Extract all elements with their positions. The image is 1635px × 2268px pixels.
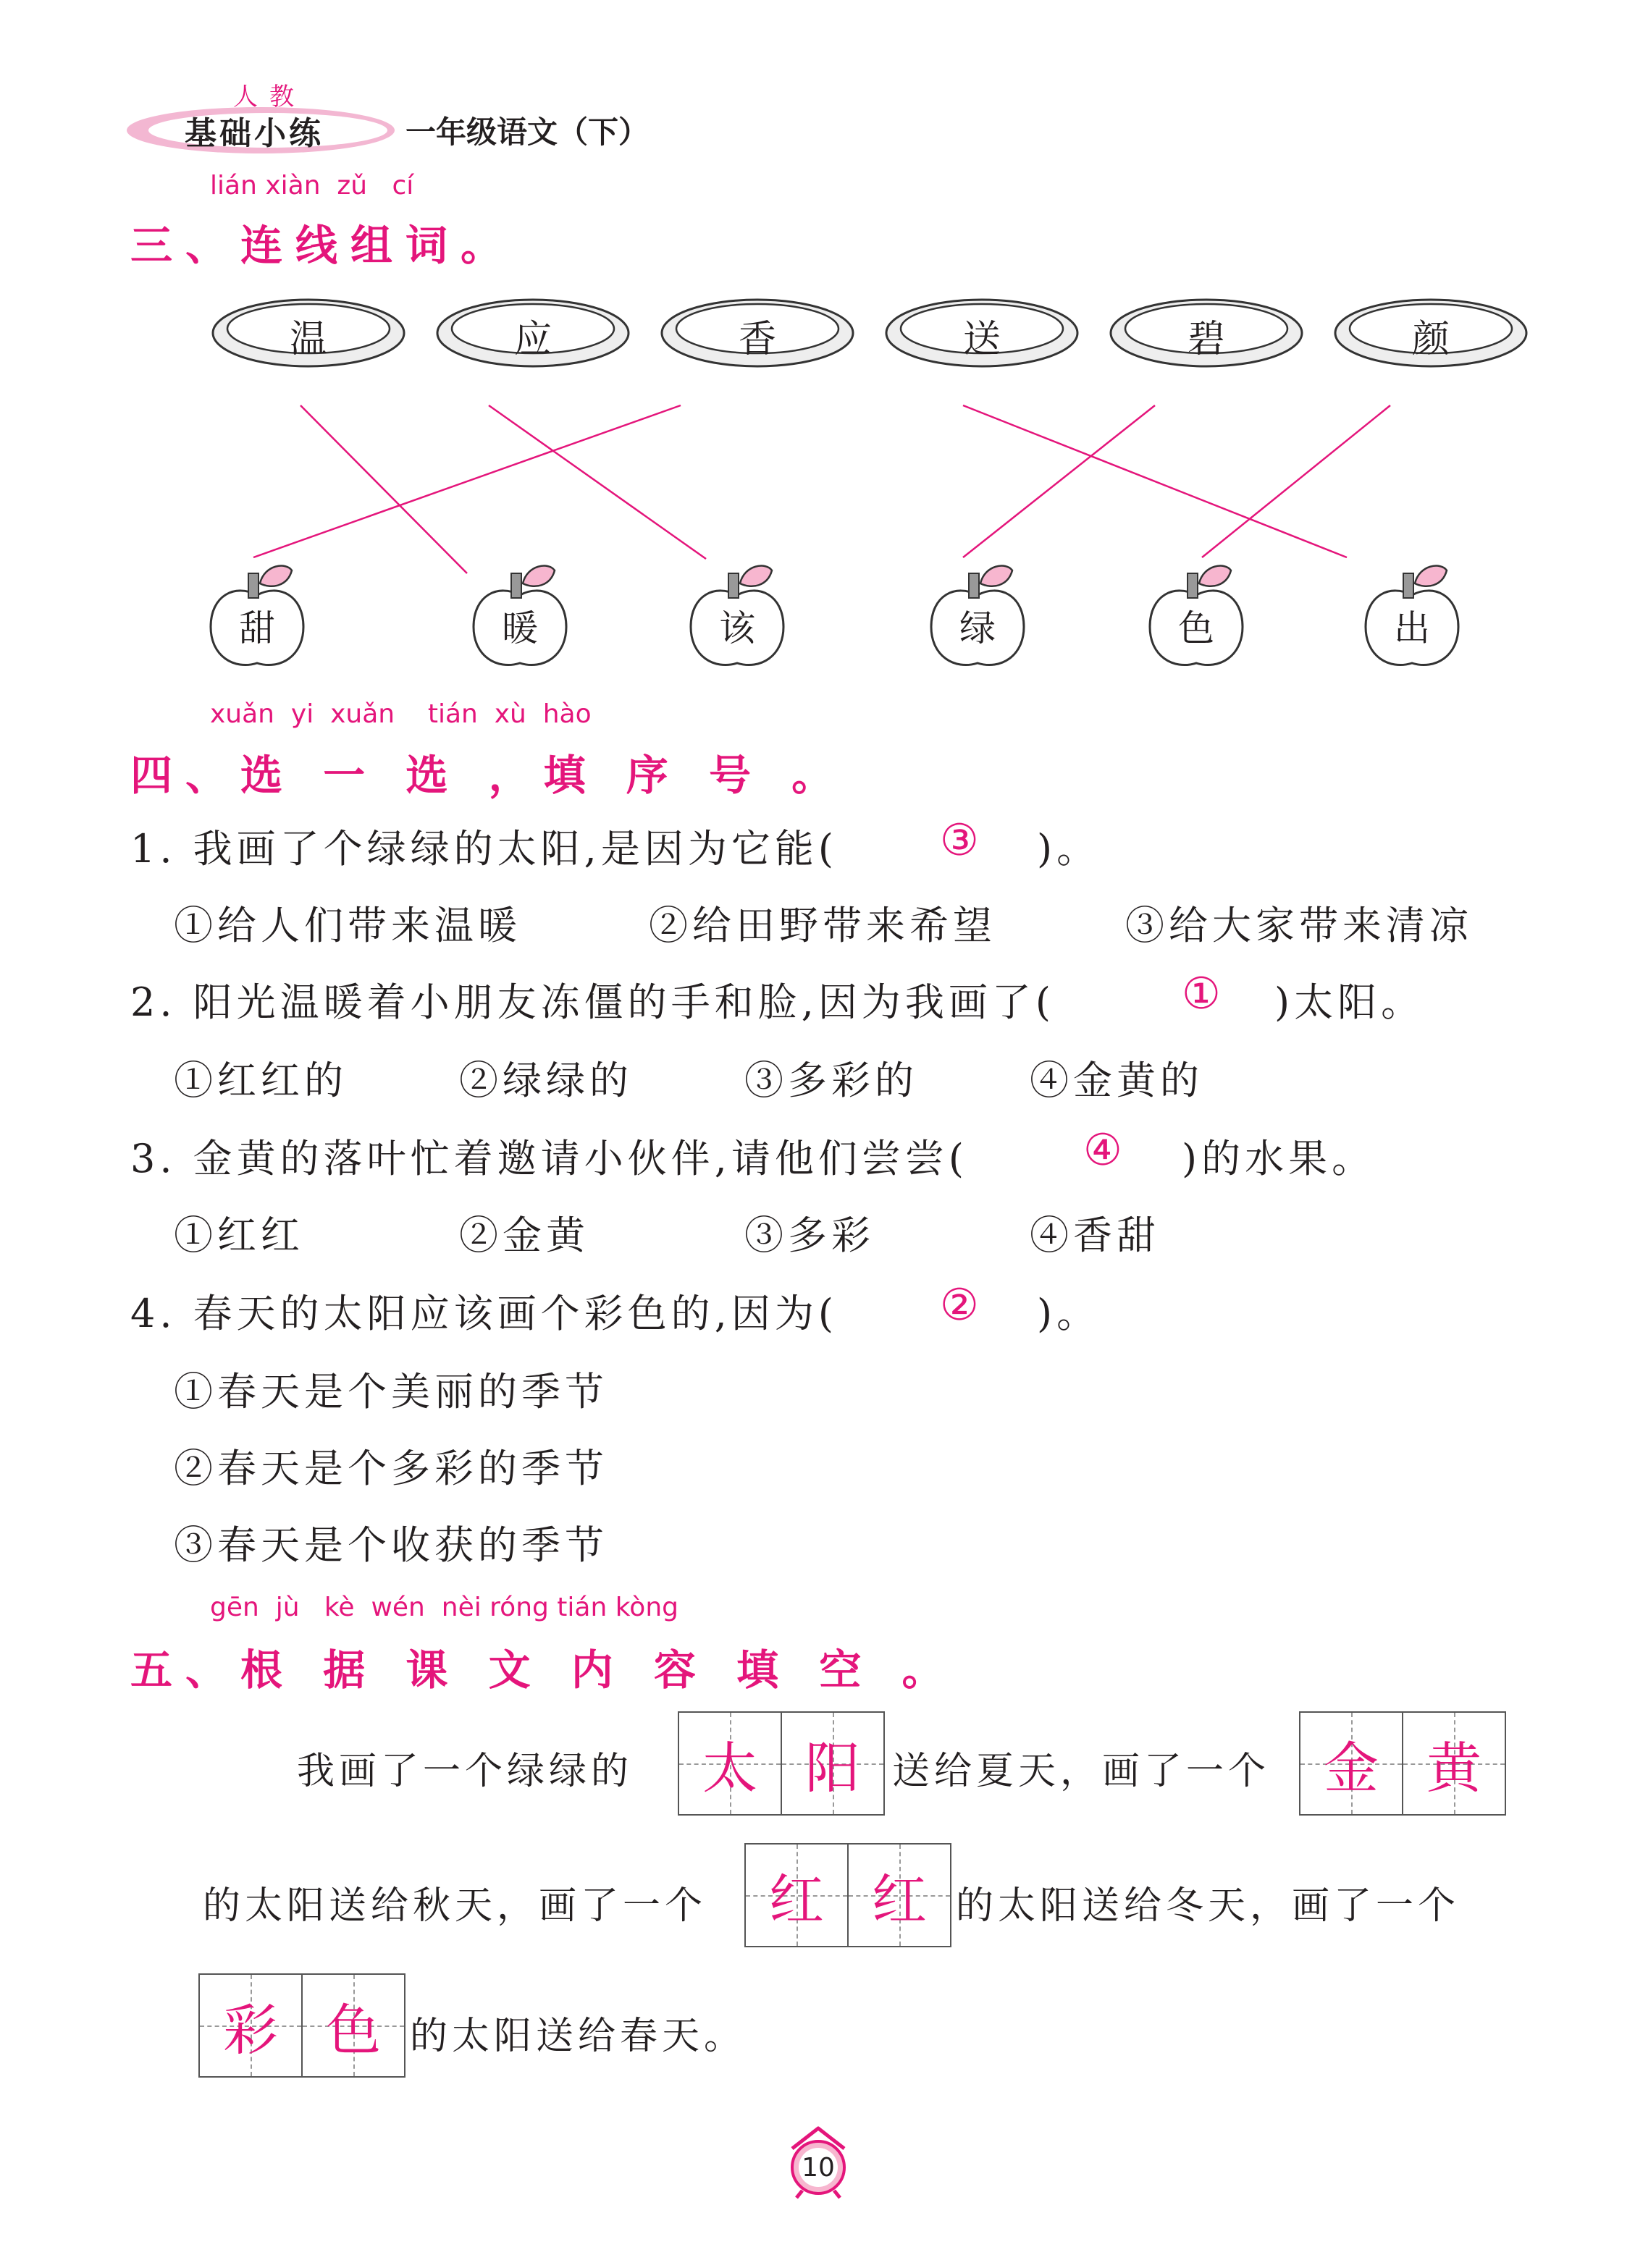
grid-cell bbox=[1403, 1713, 1505, 1814]
plate-label: 送 bbox=[962, 318, 1001, 361]
blank-1-grid[interactable] bbox=[678, 1711, 885, 1816]
fill-text: 送给夏天，画了一个 bbox=[892, 1750, 1271, 1793]
header-edition: 人教 bbox=[233, 83, 306, 111]
question-1-answer[interactable]: ③ bbox=[940, 815, 979, 866]
plate-label: 颜 bbox=[1411, 318, 1450, 361]
line-送-出 bbox=[963, 405, 1347, 557]
question-3-option: ②金黄 bbox=[459, 1213, 589, 1258]
grid-cell bbox=[200, 1975, 303, 2076]
question-1-text: 1. 我画了个绿绿的太阳,是因为它能( bbox=[130, 826, 838, 872]
question-2-text-end: )太阳。 bbox=[1274, 979, 1425, 1025]
question-3-option: ③多彩 bbox=[744, 1213, 875, 1258]
section4-pinyin: xuǎn yi xuǎn tián xù hào bbox=[210, 699, 592, 729]
blank-3-grid[interactable] bbox=[744, 1843, 951, 1947]
apple-label: 色 bbox=[1178, 607, 1214, 649]
plate-label: 温 bbox=[289, 318, 327, 361]
grid-cell bbox=[1300, 1713, 1403, 1814]
blank-4-grid[interactable] bbox=[198, 1973, 405, 2078]
question-4-option: ③春天是个收获的季节 bbox=[174, 1522, 608, 1568]
question-2-answer[interactable]: ① bbox=[1182, 969, 1221, 1019]
fill-text: 的太阳送给春天。 bbox=[410, 2015, 747, 2058]
grid-cell bbox=[782, 1713, 883, 1814]
grid-cell bbox=[849, 1845, 950, 1946]
question-2-option: ④金黄的 bbox=[1030, 1058, 1203, 1103]
grid-char: 金 bbox=[1324, 1735, 1379, 1800]
section5-pinyin: gēn jù kè wén nèi róng tián kòng bbox=[210, 1593, 678, 1622]
grid-char: 彩 bbox=[223, 1997, 278, 2062]
apple-甜[interactable] bbox=[206, 557, 308, 673]
fill-text: 的太阳送给冬天，画了一个 bbox=[956, 1884, 1460, 1928]
section3-pinyin: lián xiàn zǔ cí bbox=[210, 171, 414, 201]
section4-title: 四、选 一 选 ，填 序 号 。 bbox=[130, 751, 847, 800]
question-1-option: ①给人们带来温暖 bbox=[174, 903, 521, 948]
question-2-option: ③多彩的 bbox=[744, 1058, 918, 1103]
apple-label: 出 bbox=[1394, 607, 1430, 649]
apple-出[interactable] bbox=[1361, 557, 1463, 673]
grid-char: 阳 bbox=[805, 1735, 860, 1800]
page-number: 10 bbox=[802, 2153, 835, 2183]
plate-label: 应 bbox=[513, 318, 552, 361]
apple-色[interactable] bbox=[1146, 557, 1247, 673]
apple-暖[interactable] bbox=[469, 557, 571, 673]
question-1-option: ③给大家带来清凉 bbox=[1125, 903, 1473, 948]
question-4-option: ②春天是个多彩的季节 bbox=[174, 1446, 608, 1491]
section5-title: 五、根 据 课 文 内 容 填 空 。 bbox=[130, 1645, 957, 1695]
question-3-text: 3. 金黄的落叶忙着邀请小伙伴,请他们尝尝( bbox=[130, 1136, 968, 1181]
question-4-text-end: )。 bbox=[1037, 1291, 1101, 1336]
line-香-甜 bbox=[253, 405, 681, 557]
question-3-answer[interactable]: ④ bbox=[1083, 1125, 1122, 1176]
section3-title: 三、连线组词。 bbox=[130, 221, 516, 270]
fill-text: 的太阳送给秋天，画了一个 bbox=[203, 1884, 707, 1928]
question-4-text: 4. 春天的太阳应该画个彩色的,因为( bbox=[130, 1291, 838, 1336]
question-2-option: ②绿绿的 bbox=[459, 1058, 633, 1103]
grid-cell bbox=[679, 1713, 782, 1814]
line-颜-色 bbox=[1202, 405, 1390, 557]
grid-char: 色 bbox=[326, 1997, 381, 2062]
question-4-option: ①春天是个美丽的季节 bbox=[174, 1369, 608, 1415]
plate-label: 香 bbox=[738, 318, 776, 361]
question-3-option: ①红红 bbox=[174, 1213, 304, 1258]
grid-char: 太 bbox=[702, 1735, 757, 1800]
apple-label: 该 bbox=[719, 607, 755, 649]
question-4-answer[interactable]: ② bbox=[940, 1280, 979, 1331]
question-2-text: 2. 阳光温暖着小朋友冻僵的手和脸,因为我画了( bbox=[130, 979, 1055, 1025]
question-3-option: ④香甜 bbox=[1030, 1213, 1160, 1258]
grid-cell bbox=[746, 1845, 849, 1946]
grid-char: 红 bbox=[872, 1867, 927, 1932]
apple-绿[interactable] bbox=[927, 557, 1028, 673]
blank-2-grid[interactable] bbox=[1299, 1711, 1506, 1816]
question-1-text-end: )。 bbox=[1037, 826, 1101, 872]
header-series: 基础小练 bbox=[185, 115, 324, 152]
question-2-option: ①红红的 bbox=[174, 1058, 348, 1103]
apple-该[interactable] bbox=[686, 557, 788, 673]
grid-char: 红 bbox=[769, 1867, 824, 1932]
header-subject: 一年级语文（下） bbox=[405, 114, 650, 150]
apple-label: 甜 bbox=[239, 607, 275, 649]
apple-label: 暖 bbox=[502, 607, 538, 649]
line-碧-绿 bbox=[963, 405, 1155, 557]
line-应-该 bbox=[489, 405, 706, 559]
question-3-text-end: )的水果。 bbox=[1182, 1136, 1376, 1181]
grid-char: 黄 bbox=[1426, 1735, 1481, 1800]
page-number-badge bbox=[782, 2121, 854, 2201]
apple-label: 绿 bbox=[959, 607, 996, 649]
grid-cell bbox=[303, 1975, 404, 2076]
question-1-option: ②给田野带来希望 bbox=[649, 903, 996, 948]
plate-label: 碧 bbox=[1187, 318, 1225, 361]
fill-text: 我画了一个绿绿的 bbox=[297, 1750, 634, 1793]
